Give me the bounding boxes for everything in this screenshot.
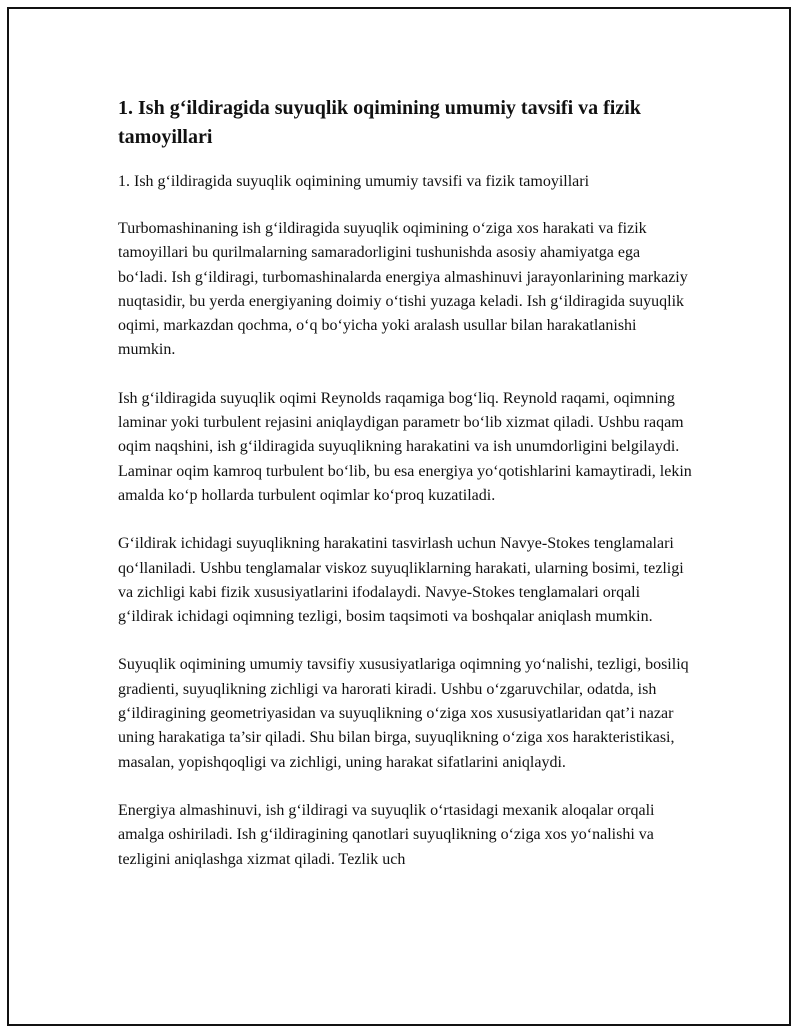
document-heading: 1. Ish g‘ildiragida suyuqlik oqimining umumiy tavsifi va fizik tamoyillari [118, 97, 641, 148]
section-title: 1. Ish g‘ildiragida suyuqlik oqimining umumiy tavsifi va fizik tamoyillari [118, 173, 590, 190]
paragraph-3: G‘ildirak ichidagi suyuqlikning harakatini tasvirlash uchun Navye-Stokes tenglamalari qo‘llaniladi. Ushbu tenglamalar viskoz suyuqliklarning harakati, ularning bosimi, tezligi va zichligi kabi fizik xususiyatlarini ifodalaydi. Navye-Stokes tenglamalari orqali g‘ildirak ichidagi oqimning tezligi, bosim taqsimoti va boshqalar aniqlash mumkin. [118, 535, 684, 626]
paragraph-2: Ish g‘ildiragida suyuqlik oqimi Reynolds raqamiga bog‘liq. Reynold raqami, oqimning laminar yoki turbulent rejasini aniqlaydigan parametr bo‘lib xizmat qiladi. Ushbu raqam oqim naqshini, ish g‘ildiragida suyuqlikning harakatini va ish unumdorligini belgilaydi. Laminar oqim kamroq turbulent bo‘lib, bu esa energiya yo‘qotishlarini kamaytiradi, lekin amalda ko‘p hollarda turbulent oqimlar ko‘proq kuzatiladi. [118, 389, 692, 504]
paragraph-5: Energiya almashinuvi, ish g‘ildiragi va suyuqlik o‘rtasidagi mexanik aloqalar orqali amalga oshiriladi. Ish g‘ildiragining qanotlari suyuqlikning o‘ziga xos yo‘nalishi va tezligini aniqlashga xizmat qiladi. Tezlik uch [118, 801, 655, 868]
paragraph-1: Turbomashinaning ish g‘ildiragida suyuqlik oqimining o‘ziga xos harakati va fizik tamoyillari bu qurilmalarning samaradorligini tushunishda asosiy ahamiyatga ega bo‘ladi. Ish g‘ildiragi, turbomashinalarda energiya almashinuvi jarayonlarining markaziy nuqtasidir, bu yerda energiyaning doimiy o‘tishi yuzaga keladi. Ish g‘ildiragida suyuqlik oqimi, markazdan qochma, o‘q bo‘yicha yoki aralash usullar bilan harakatlanishi mumkin. [118, 220, 688, 359]
document-body [118, 94, 693, 896]
paragraph-4: Suyuqlik oqimining umumiy tavsifiy xususiyatlariga oqimning yo‘nalishi, tezligi, bosiliq gradienti, suyuqlikning zichligi va harorati kiradi. Ushbu o‘zgaruvchilar, odatda, ish g‘ildiragining geometriyasidan va suyuqlikning o‘ziga xos xususiyatlaridan qat’i nazar uning harakatiga ta’sir qiladi. Shu bilan birga, suyuqlikning o‘ziga xos harakteristikasi, masalan, yopishqoqligi va zichligi, uning harakat sifatlarini aniqlaydi. [118, 656, 689, 771]
